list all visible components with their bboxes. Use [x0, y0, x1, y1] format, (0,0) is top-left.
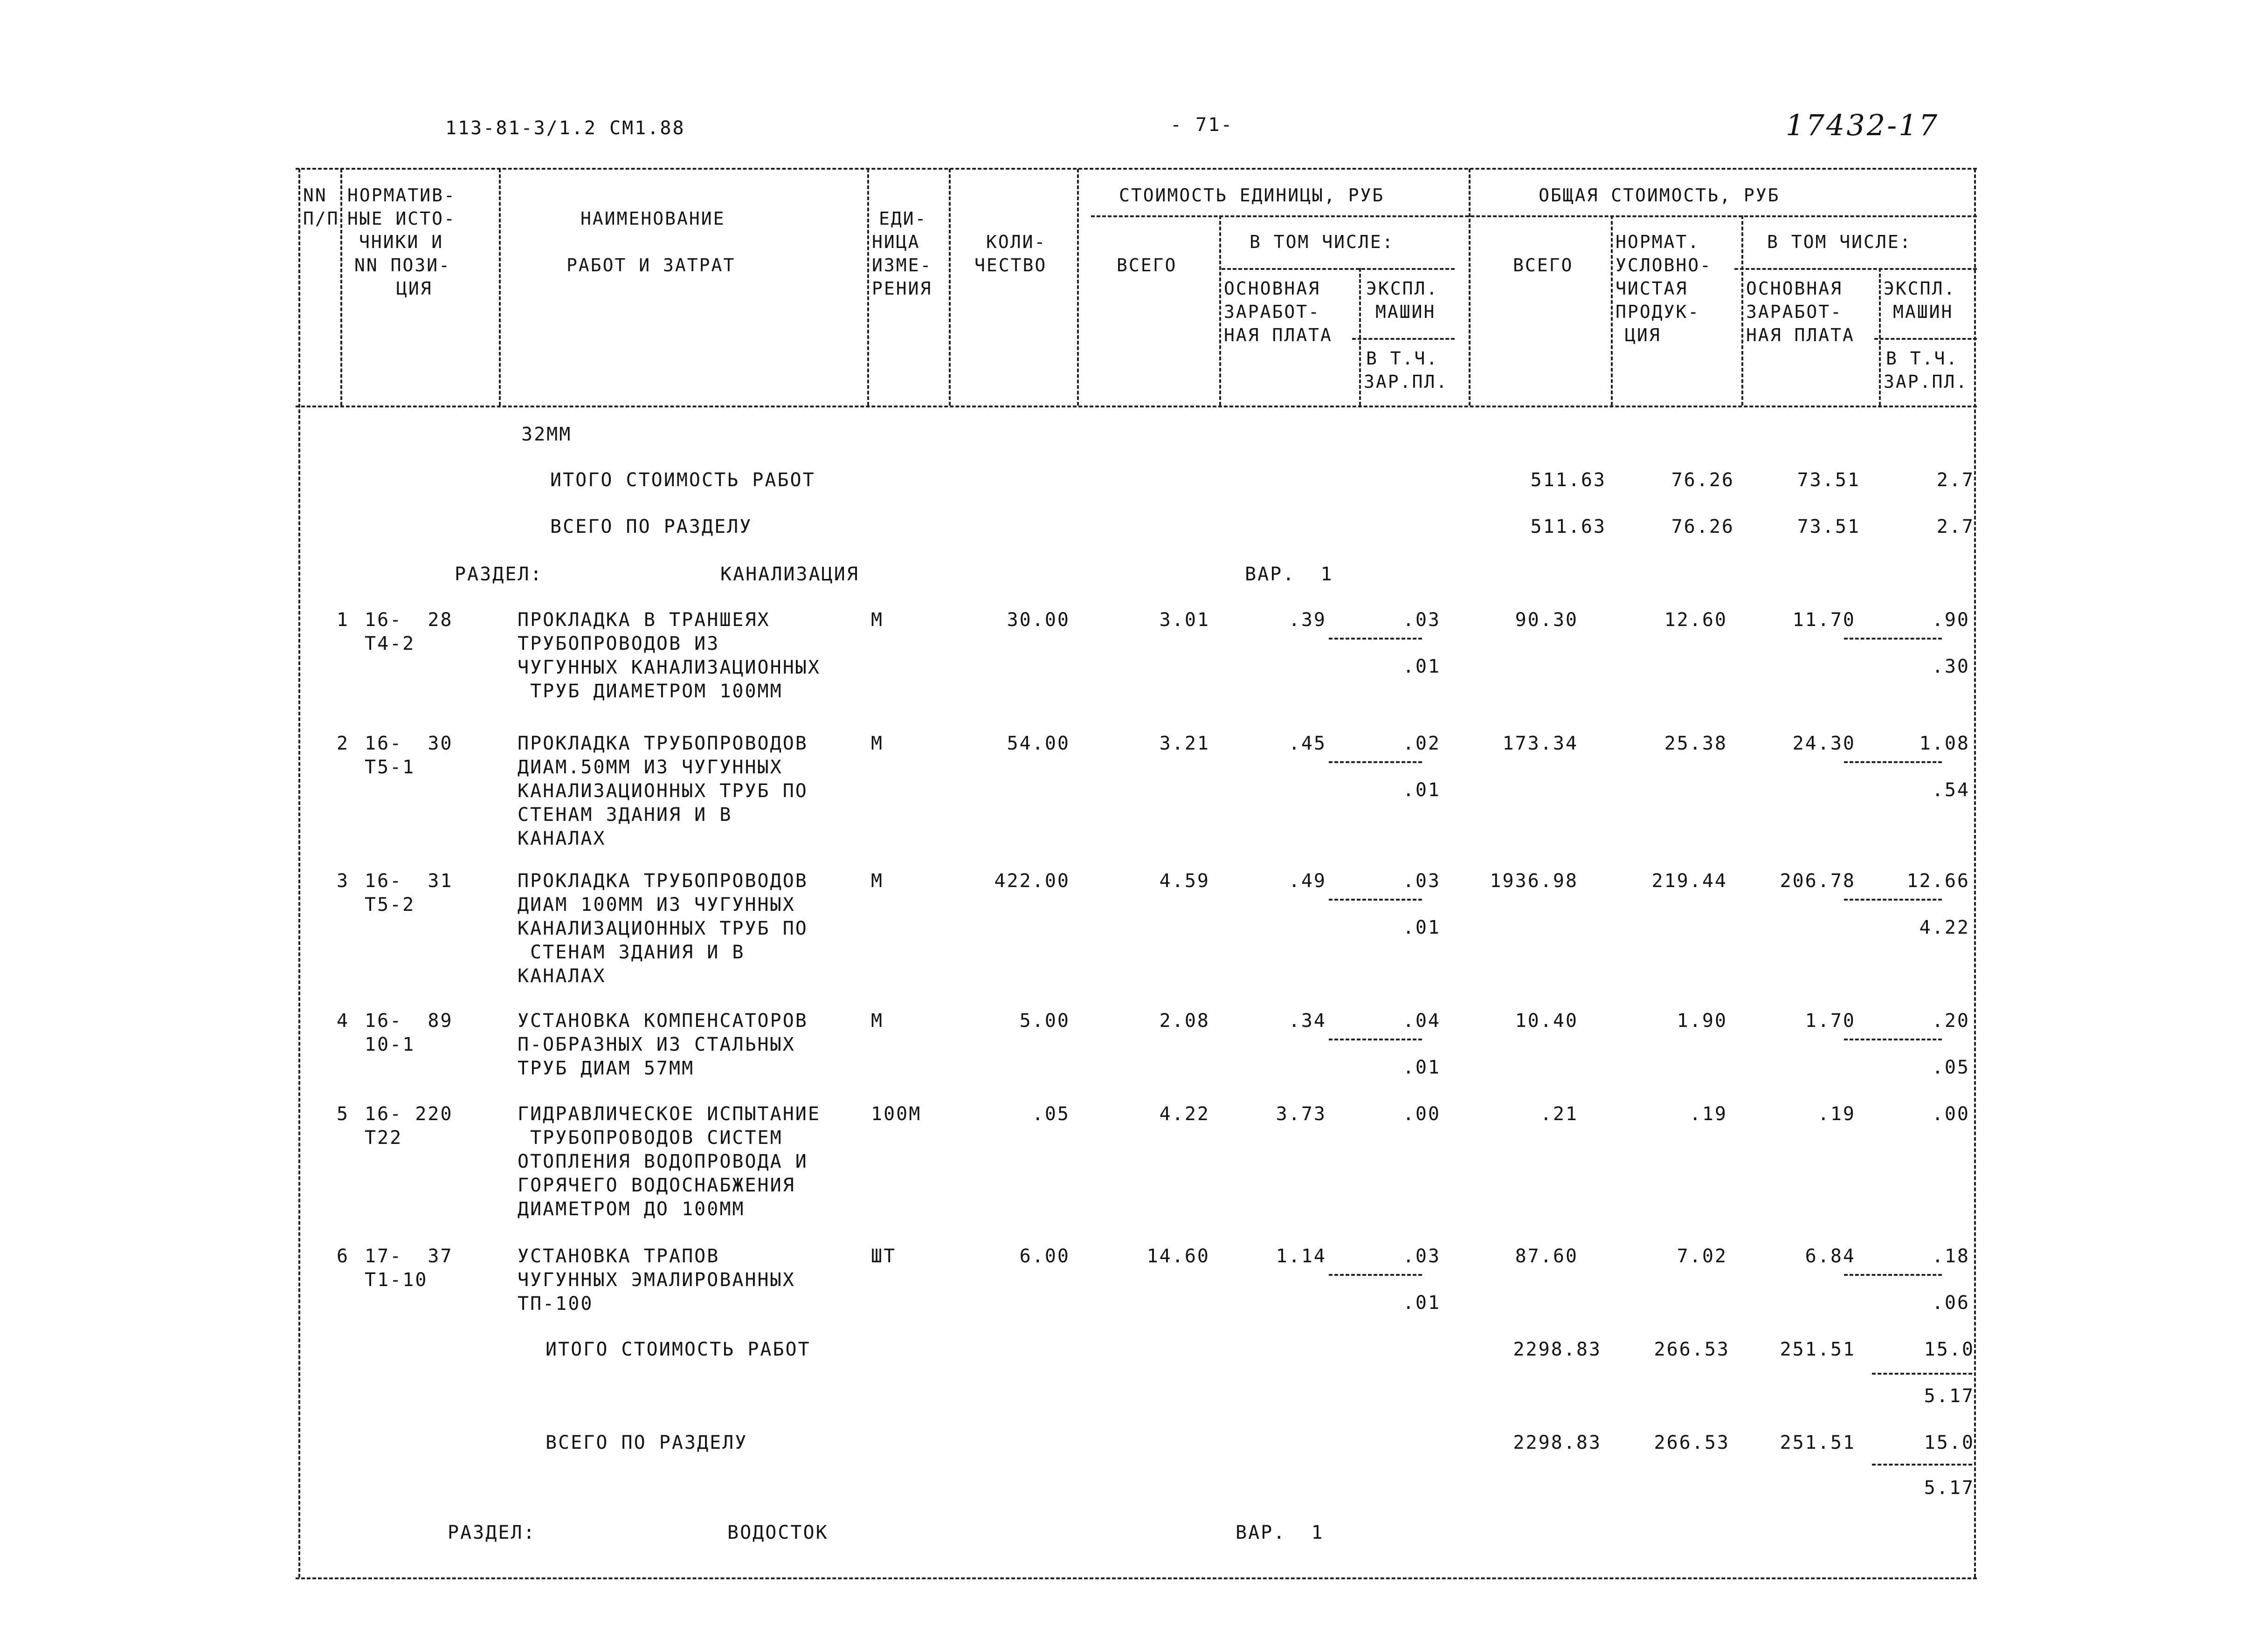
unit-of-measure: М — [871, 1010, 884, 1032]
unit-machines-wage: .01 — [1402, 1057, 1441, 1078]
works-total-mach-wage: 5.17 — [1924, 1385, 1975, 1407]
total-cost: 10.40 — [1515, 1010, 1578, 1032]
col-sep — [1741, 215, 1743, 406]
work-name-line: П-ОБРАЗНЫХ ИЗ СТАЛЬНЫХ — [518, 1034, 795, 1055]
quantity: 5.00 — [1019, 1010, 1070, 1032]
quantity: 30.00 — [1007, 609, 1070, 631]
total-net-product: 219.44 — [1651, 870, 1727, 892]
total-wage: 24.30 — [1792, 733, 1856, 754]
col-sep — [1359, 268, 1361, 406]
unit-of-measure: 100М — [871, 1103, 922, 1125]
hdr-np-3: ЧИСТАЯ — [1616, 278, 1688, 299]
total-net-product: 1.90 — [1677, 1010, 1727, 1032]
hdr-wage-2: ЗАРАБОТ- — [1224, 302, 1321, 322]
work-name-line: СТЕНАМ ЗДАНИЯ И В — [518, 804, 732, 826]
col-sep — [499, 169, 501, 406]
unit-cost-wage: .49 — [1288, 870, 1326, 892]
carry-works-wage: 73.51 — [1797, 469, 1860, 491]
hdr-pp: П/П — [303, 208, 339, 229]
hdr-norm-1: НОРМАТИВ- — [347, 185, 456, 206]
hdr-name-1: НАИМЕНОВАНИЕ — [580, 208, 725, 229]
section-variant: ВАР. 1 — [1245, 564, 1333, 585]
hdr-norm-2: НЫЕ ИСТО- — [347, 208, 456, 229]
work-name-line: УСТАНОВКА ТРАПОВ — [518, 1246, 720, 1267]
hdr-np-2: УСЛОВНО- — [1616, 255, 1712, 275]
work-name-line: КАНАЛИЗАЦИОННЫХ ТРУБ ПО — [518, 918, 808, 939]
total-machines-wage: .30 — [1932, 656, 1970, 677]
work-name-line: КАНАЛАХ — [518, 828, 606, 849]
col-sep — [1077, 169, 1079, 406]
header-incl-rule-b — [1734, 268, 1977, 270]
carry-section-total: 511.63 — [1530, 516, 1606, 537]
hdr-np-4: ПРОДУК- — [1616, 302, 1700, 322]
row-number: 3 — [337, 870, 350, 892]
hdr-mach2-3: В Т.Ч. — [1886, 348, 1959, 369]
total-cost: 90.30 — [1515, 609, 1578, 631]
row-number: 4 — [337, 1010, 350, 1032]
hdr-mach2-1: ЭКСПЛ. — [1884, 278, 1956, 299]
work-name-line: УСТАНОВКА КОМПЕНСАТОРОВ — [518, 1010, 808, 1032]
hdr-total-all: ВСЕГО — [1513, 255, 1574, 275]
section-name: КАНАЛИЗАЦИЯ — [720, 564, 859, 585]
page-number: - 71- — [1170, 114, 1234, 136]
carry-works-mach: 2.7 — [1936, 469, 1975, 491]
unit-of-measure: М — [871, 733, 884, 754]
header-incl-rule-a — [1222, 268, 1455, 270]
row-number: 1 — [337, 609, 350, 631]
unit-of-measure: М — [871, 870, 884, 892]
col-sep — [1219, 215, 1221, 406]
hdr-unit-1: ЕДИ- — [879, 208, 927, 229]
col-sep — [1469, 169, 1471, 406]
quantity: 54.00 — [1007, 733, 1070, 754]
hdr-qty-1: КОЛИ- — [986, 232, 1047, 252]
total-cost: .21 — [1540, 1103, 1578, 1125]
work-name-line: ОТОПЛЕНИЯ ВОДОПРОВОДА И — [518, 1151, 808, 1172]
hdr-wage2-3: НАЯ ПЛАТА — [1746, 325, 1855, 345]
right-border — [1974, 169, 1976, 1577]
quantity: .05 — [1032, 1103, 1070, 1125]
work-name-line: ПРОКЛАДКА В ТРАНШЕЯХ — [518, 609, 770, 631]
works-total-np: 266.53 — [1654, 1339, 1730, 1360]
total-machines-wage-rule — [1844, 1274, 1942, 1276]
header-mach-rule-a — [1352, 338, 1455, 340]
carry-section-np: 76.26 — [1671, 516, 1734, 537]
unit-machines-wage-rule — [1329, 1039, 1422, 1040]
hdr-wage2-2: ЗАРАБОТ- — [1746, 302, 1843, 322]
carry-works-total: 511.63 — [1530, 469, 1606, 491]
work-name-line: СТЕНАМ ЗДАНИЯ И В — [518, 942, 745, 963]
total-machines-wage: .05 — [1932, 1057, 1970, 1078]
norm-code: 16- 30 — [365, 733, 453, 754]
carry-section-label: ВСЕГО ПО РАЗДЕЛУ — [550, 516, 753, 537]
row-number: 5 — [337, 1103, 350, 1125]
total-machines-wage: .06 — [1932, 1292, 1970, 1314]
total-cost: 1936.98 — [1490, 870, 1578, 892]
hdr-unit-2: НИЦА — [872, 232, 920, 252]
work-name-line: КАНАЛАХ — [518, 965, 606, 987]
hdr-wage-1: ОСНОВНАЯ — [1224, 278, 1321, 299]
hdr-mach-4: ЗАР.ПЛ. — [1364, 372, 1449, 392]
work-name-line: ГОРЯЧЕГО ВОДОСНАБЖЕНИЯ — [518, 1175, 795, 1196]
hdr-nn: NN — [303, 185, 327, 206]
unit-cost-total: 4.22 — [1159, 1103, 1210, 1125]
total-net-product: .19 — [1689, 1103, 1727, 1125]
norm-code: 16- 31 — [365, 870, 453, 892]
row-number: 6 — [337, 1246, 350, 1267]
unit-machines-wage: .01 — [1402, 917, 1441, 938]
total-machines: .20 — [1932, 1010, 1970, 1032]
total-machines: .18 — [1932, 1246, 1970, 1267]
header-mach-rule-b — [1874, 338, 1977, 340]
unit-machines-wage-rule — [1329, 761, 1422, 763]
norm-position: Т22 — [365, 1127, 403, 1149]
col-sep — [1879, 268, 1881, 406]
hdr-mach2-2: МАШИН — [1893, 302, 1954, 322]
hdr-unit-3: ИЗМЕ- — [872, 255, 932, 275]
section-total-label: ВСЕГО ПО РАЗДЕЛУ — [546, 1432, 748, 1453]
unit-cost-wage: 1.14 — [1276, 1246, 1326, 1267]
hdr-np-1: НОРМАТ. — [1616, 232, 1700, 252]
work-name-line: ТРУБОПРОВОДОВ СИСТЕМ — [518, 1127, 783, 1149]
work-name-line: ДИАМ 100ММ ИЗ ЧУГУННЫХ — [518, 894, 795, 915]
total-net-product: 25.38 — [1664, 733, 1727, 754]
table-bottom-rule — [296, 1577, 1977, 1579]
unit-machines-wage: .01 — [1402, 779, 1441, 801]
unit-of-measure: М — [871, 609, 884, 631]
unit-cost-wage: .45 — [1288, 733, 1326, 754]
works-total-mach-rule — [1872, 1373, 1972, 1375]
works-total-all: 2298.83 — [1513, 1339, 1602, 1360]
work-name-line: ТРУБОПРОВОДОВ ИЗ — [518, 633, 720, 654]
total-machines: .90 — [1932, 609, 1970, 631]
hdr-qty-2: ЧЕСТВО — [974, 255, 1047, 275]
unit-machines-wage-rule — [1329, 638, 1422, 640]
unit-cost-total: 3.01 — [1159, 609, 1210, 631]
hdr-mach-3: В Т.Ч. — [1366, 348, 1439, 369]
section-total-mach-rule — [1872, 1464, 1972, 1466]
work-name-line: ПРОКЛАДКА ТРУБОПРОВОДОВ — [518, 870, 808, 892]
work-name-line: ТП-100 — [518, 1293, 594, 1315]
hdr-wage2-1: ОСНОВНАЯ — [1746, 278, 1843, 299]
unit-cost-total: 3.21 — [1159, 733, 1210, 754]
norm-position: Т5-2 — [365, 894, 415, 915]
unit-cost-total: 14.60 — [1146, 1246, 1210, 1267]
total-machines-wage-rule — [1844, 1039, 1942, 1040]
works-total-label: ИТОГО СТОИМОСТЬ РАБОТ — [546, 1339, 811, 1360]
total-cost: 173.34 — [1502, 733, 1578, 754]
hdr-norm-3: ЧНИКИ И — [359, 232, 444, 252]
norm-position: 10-1 — [365, 1034, 415, 1055]
unit-machines-wage: .01 — [1402, 656, 1441, 677]
section-label: РАЗДЕЛ: — [455, 564, 543, 585]
hdr-mach2-4: ЗАР.ПЛ. — [1884, 372, 1968, 392]
left-border — [298, 169, 300, 1577]
hdr-norm-5: ЦИЯ — [396, 278, 433, 299]
work-name-line: ТРУБ ДИАМЕТРОМ 100ММ — [518, 681, 783, 702]
total-wage: 6.84 — [1805, 1246, 1856, 1267]
handwritten-stamp: 17432-17 — [1786, 108, 1940, 142]
carry-works-label: ИТОГО СТОИМОСТЬ РАБОТ — [550, 469, 815, 491]
work-name-line: ДИАМЕТРОМ ДО 100ММ — [518, 1198, 745, 1220]
norm-position: Т5-1 — [365, 757, 415, 778]
work-name-line: КАНАЛИЗАЦИОННЫХ ТРУБ ПО — [518, 780, 808, 802]
col-sep — [867, 169, 869, 406]
total-machines-wage: 4.22 — [1919, 917, 1970, 938]
unit-cost-wage: .39 — [1288, 609, 1326, 631]
unit-machines-wage-rule — [1329, 1274, 1422, 1276]
col-sep — [340, 169, 342, 406]
table-top-rule — [296, 168, 1977, 170]
col-sep — [1611, 215, 1613, 406]
unit-cost-machines: .00 — [1402, 1103, 1441, 1125]
work-name-line: ДИАМ.50ММ ИЗ ЧУГУННЫХ — [518, 757, 783, 778]
total-wage: 206.78 — [1780, 870, 1856, 892]
norm-code: 16- 89 — [365, 1010, 453, 1032]
section-variant: ВАР. 1 — [1236, 1522, 1324, 1543]
section-total-wage: 251.51 — [1780, 1432, 1856, 1453]
hdr-mach-2: МАШИН — [1375, 302, 1436, 322]
hdr-unit-cost: СТОИМОСТЬ ЕДИНИЦЫ, РУБ — [1119, 185, 1385, 206]
unit-cost-machines: .02 — [1402, 733, 1441, 754]
header-group-rule — [1091, 215, 1977, 217]
total-cost: 87.60 — [1515, 1246, 1578, 1267]
total-machines-wage: .54 — [1932, 779, 1970, 801]
unit-machines-wage-rule — [1329, 899, 1422, 901]
work-name-line: ЧУГУННЫХ ЭМАЛИРОВАННЫХ — [518, 1269, 795, 1291]
section-total-np: 266.53 — [1654, 1432, 1730, 1453]
col-sep — [949, 169, 951, 406]
hdr-name-2: РАБОТ И ЗАТРАТ — [566, 255, 736, 275]
total-machines: 1.08 — [1919, 733, 1970, 754]
carry-section-wage: 73.51 — [1797, 516, 1860, 537]
hdr-incl-a: В ТОМ ЧИСЛЕ: — [1250, 232, 1395, 252]
total-net-product: 7.02 — [1677, 1246, 1727, 1267]
quantity: 422.00 — [994, 870, 1070, 892]
unit-cost-machines: .04 — [1402, 1010, 1441, 1032]
total-wage: 11.70 — [1792, 609, 1856, 631]
document-code: 113-81-3/1.2 СМ1.88 — [445, 117, 685, 139]
unit-cost-machines: .03 — [1402, 870, 1441, 892]
hdr-np-5: ЦИЯ — [1625, 325, 1661, 345]
norm-code: 17- 37 — [365, 1246, 453, 1267]
unit-cost-machines: .03 — [1402, 1246, 1441, 1267]
total-machines-wage-rule — [1844, 638, 1942, 640]
total-machines-wage-rule — [1844, 899, 1942, 901]
work-name-line: ПРОКЛАДКА ТРУБОПРОВОДОВ — [518, 733, 808, 754]
unit-cost-wage: 3.73 — [1276, 1103, 1326, 1125]
hdr-total-cost: ОБЩАЯ СТОИМОСТЬ, РУБ — [1539, 185, 1780, 206]
norm-code: 16- 28 — [365, 609, 453, 631]
hdr-unit-4: РЕНИЯ — [872, 278, 932, 299]
unit-cost-total: 2.08 — [1159, 1010, 1210, 1032]
total-machines-wage-rule — [1844, 761, 1942, 763]
section-total-all: 2298.83 — [1513, 1432, 1602, 1453]
works-total-mach: 15.0 — [1924, 1339, 1975, 1360]
section-total-mach: 15.0 — [1924, 1432, 1975, 1453]
total-machines: 12.66 — [1906, 870, 1970, 892]
carry-section-mach: 2.7 — [1936, 516, 1975, 537]
section-label: РАЗДЕЛ: — [448, 1522, 536, 1543]
work-name-line: ГИДРАВЛИЧЕСКОЕ ИСПЫТАНИЕ — [518, 1103, 821, 1125]
norm-position: Т1-10 — [365, 1269, 428, 1291]
total-machines: .00 — [1932, 1103, 1970, 1125]
total-wage: .19 — [1817, 1103, 1856, 1125]
section-name: ВОДОСТОК — [727, 1522, 829, 1543]
hdr-incl-b: В ТОМ ЧИСЛЕ: — [1767, 232, 1912, 252]
unit-cost-total: 4.59 — [1159, 870, 1210, 892]
hdr-unit-total: ВСЕГО — [1117, 255, 1177, 275]
works-total-wage: 251.51 — [1780, 1339, 1856, 1360]
unit-cost-machines: .03 — [1402, 609, 1441, 631]
total-net-product: 12.60 — [1664, 609, 1727, 631]
total-wage: 1.70 — [1805, 1010, 1856, 1032]
row-number: 2 — [337, 733, 350, 754]
carry-fragment: 32ММ — [521, 424, 572, 445]
hdr-norm-4: NN ПОЗИ- — [354, 255, 451, 275]
quantity: 6.00 — [1019, 1246, 1070, 1267]
unit-machines-wage: .01 — [1402, 1292, 1441, 1314]
work-name-line: ТРУБ ДИАМ 57ММ — [518, 1058, 695, 1079]
norm-code: 16- 220 — [365, 1103, 453, 1125]
section-total-mach-wage: 5.17 — [1924, 1477, 1975, 1499]
unit-of-measure: ШТ — [871, 1246, 897, 1267]
unit-cost-wage: .34 — [1288, 1010, 1326, 1032]
hdr-mach-1: ЭКСПЛ. — [1366, 278, 1439, 299]
carry-works-np: 76.26 — [1671, 469, 1734, 491]
norm-position: Т4-2 — [365, 633, 415, 654]
hdr-wage-3: НАЯ ПЛАТА — [1224, 325, 1333, 345]
header-bottom-rule — [296, 406, 1977, 407]
work-name-line: ЧУГУННЫХ КАНАЛИЗАЦИОННЫХ — [518, 657, 821, 678]
